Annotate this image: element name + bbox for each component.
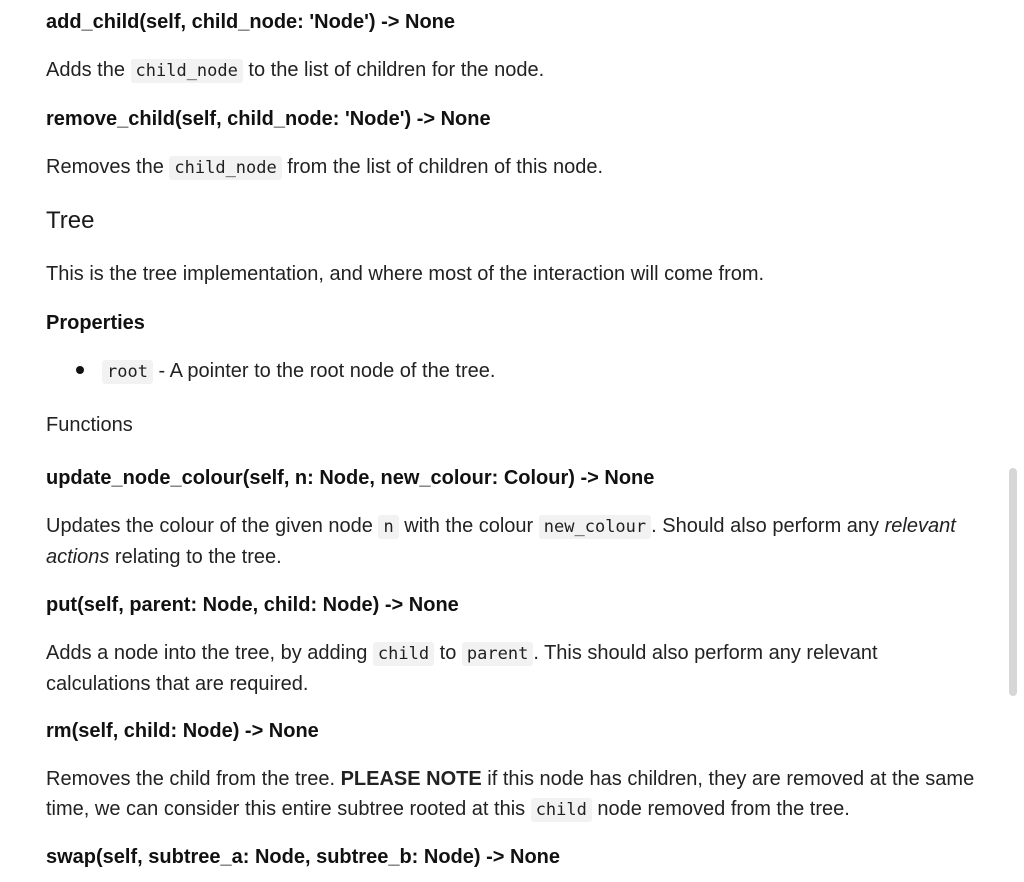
add-child-description <box>46 55 544 86</box>
put-description <box>46 638 966 699</box>
update-node-colour-signature: update_node_colour(self, n: Node, new_colour: Colour) -> None <box>46 467 655 489</box>
update-desc-text-4: relating to the tree. <box>109 546 282 568</box>
list-item <box>76 356 495 387</box>
rm-desc-text-2: if this node has children, they are removed at the same time, we can consider this entire subtree rooted at this <box>46 768 975 820</box>
update-desc-text-3: . Should also perform any <box>651 515 885 537</box>
update-desc-text: Updates the colour of the given node <box>46 515 379 537</box>
tree-heading: Tree <box>46 207 95 234</box>
put-signature: put(self, parent: Node, child: Node) -> None <box>46 594 459 616</box>
inline-code: root <box>102 360 153 384</box>
inline-code: child <box>373 642 434 666</box>
properties-heading: Properties <box>46 312 145 334</box>
put-desc-text: Adds a node into the tree, by adding <box>46 642 373 664</box>
remove-child-desc-text: Removes the <box>46 156 170 178</box>
property-text: - A pointer to the root node of the tree. <box>152 360 496 382</box>
inline-code: n <box>378 515 398 539</box>
inline-code: parent <box>462 642 533 666</box>
update-desc-text-2: with the colour <box>398 515 539 537</box>
inline-code: new_colour <box>539 515 651 539</box>
strong-text: PLEASE NOTE <box>340 768 482 790</box>
functions-heading: Functions <box>46 414 133 436</box>
rm-signature: rm(self, child: Node) -> None <box>46 720 319 742</box>
put-desc-text-3: . This should also perform any relevant calculations that are required. <box>46 642 878 695</box>
update-node-colour-description <box>46 511 966 572</box>
remove-child-desc-text-2: from the list of children of this node. <box>281 156 604 178</box>
bullet-icon <box>76 366 84 374</box>
remove-child-signature: remove_child(self, child_node: 'Node') -> None <box>46 108 491 130</box>
rm-desc-text-3: node removed from the tree. <box>591 798 850 820</box>
tree-intro: This is the tree implementation, and where most of the interaction will come from. <box>46 263 765 285</box>
vertical-scrollbar[interactable] <box>1000 0 1024 882</box>
rm-desc-text: Removes the child from the tree. <box>46 768 341 790</box>
inline-code: child <box>531 798 592 822</box>
inline-code: child_node <box>131 59 243 83</box>
inline-code: child_node <box>169 156 281 180</box>
add-child-signature: add_child(self, child_node: 'Node') -> None <box>46 11 455 33</box>
add-child-desc-text-2: to the list of children for the node. <box>242 59 545 81</box>
remove-child-description <box>46 152 603 183</box>
put-desc-text-2: to <box>434 642 462 664</box>
emphasis-text: relevant actions <box>46 515 956 568</box>
add-child-desc-text: Adds the <box>46 59 131 81</box>
rm-description <box>46 764 976 825</box>
scrollbar-thumb[interactable] <box>1009 468 1017 696</box>
swap-signature: swap(self, subtree_a: Node, subtree_b: Node) -> None <box>46 846 560 868</box>
